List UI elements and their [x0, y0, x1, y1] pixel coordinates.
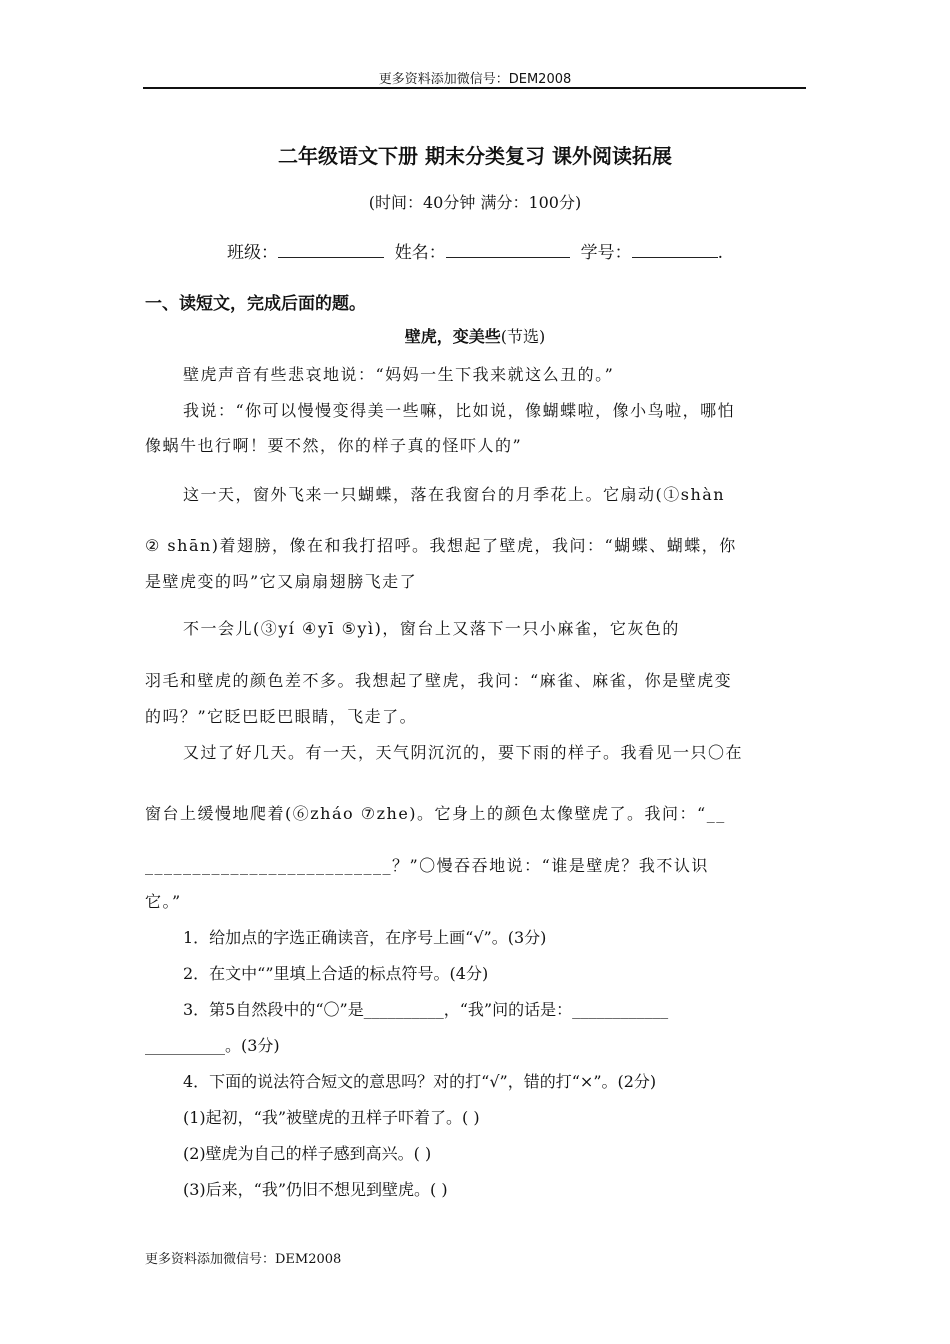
passage-title-line: [0, 324, 950, 347]
exam-subtitle: (时间：40分钟 满分：100分): [368, 193, 582, 212]
question-4: 4．下面的说法符合短文的意思吗？对的打“√”，错的打“×”。(2分): [183, 1072, 657, 1091]
passage-line: 像蜗牛也行啊！要不然，你的样子真的怪吓人的”: [145, 436, 523, 455]
question-3-cont: __________。(3分): [145, 1036, 280, 1055]
passage-line: 又过了好几天。有一天，天气阴沉沉的，要下雨的样子。我看见一只〇在: [183, 743, 744, 762]
passage-line: 是壁虎变的吗”它又扇扇翅膀飞走了: [145, 572, 418, 591]
section-heading: 一、读短文，完成后面的题。: [145, 294, 366, 314]
passage-line: 窗台上缓慢地爬着(⑥zháo ⑦zhe)。它身上的颜色太像壁虎了。我问：“__: [145, 804, 726, 823]
name-blank[interactable]: [446, 241, 570, 258]
passage-line: ② shān)着翅膀，像在和我打招呼。我想起了壁虎，我问：“蝴蝶、蝴蝶，你: [145, 536, 737, 555]
header-divider: [143, 87, 806, 89]
info-end: .: [717, 243, 724, 263]
name-label: 姓名：: [394, 243, 446, 263]
question-3: 3．第5自然段中的“〇”是__________，“我”问的话是：____________: [183, 1000, 669, 1019]
question-4-item-1: (1)起初，“我”被壁虎的丑样子吓着了。( ): [183, 1108, 480, 1127]
passage-line: 的吗？”它眨巴眨巴眼睛，飞走了。: [145, 707, 418, 726]
question-4-item-3: (3)后来，“我”仍旧不想见到壁虎。( ): [183, 1180, 448, 1199]
passage-line: 它。”: [145, 892, 182, 911]
passage-line: 我说：“你可以慢慢变得美一些嘛，比如说，像蝴蝶啦，像小鸟啦，哪怕: [183, 401, 736, 420]
footer-note: 更多资料添加微信号：DEM2008: [145, 1252, 342, 1267]
passage-line: __________________________？”〇慢吞吞地说：“谁是壁虎？我不认识: [145, 856, 709, 875]
passage-note: (节选): [500, 327, 546, 346]
question-4-item-2: (2)壁虎为自己的样子感到高兴。( ): [183, 1144, 432, 1163]
passage-line: 这一天，窗外飞来一只蝴蝶，落在我窗台的月季花上。它扇动(①shàn: [183, 485, 726, 504]
passage-title: 壁虎，变美些: [404, 327, 501, 346]
header-note: 更多资料添加微信号：DEM2008: [378, 72, 572, 87]
student-info-line: [0, 238, 950, 263]
passage-line: 壁虎声音有些悲哀地说：“妈妈一生下我来就这么丑的。”: [183, 365, 615, 384]
id-blank[interactable]: [632, 241, 718, 258]
page-title: 二年级语文下册 期末分类复习 课外阅读拓展: [278, 144, 672, 168]
question-2: 2．在文中“”里填上合适的标点符号。(4分): [183, 964, 489, 983]
passage-line: 不一会儿(③yí ④yī ⑤yì)，窗台上又落下一只小麻雀，它灰色的: [183, 619, 680, 638]
passage-line: 羽毛和壁虎的颜色差不多。我想起了壁虎，我问：“麻雀、麻雀，你是壁虎变: [145, 671, 733, 690]
class-label: 班级：: [226, 243, 278, 263]
question-1: 1．给加点的字选正确读音，在序号上画“√”。(3分): [183, 928, 547, 947]
class-blank[interactable]: [278, 241, 384, 258]
id-label: 学号：: [580, 243, 632, 263]
